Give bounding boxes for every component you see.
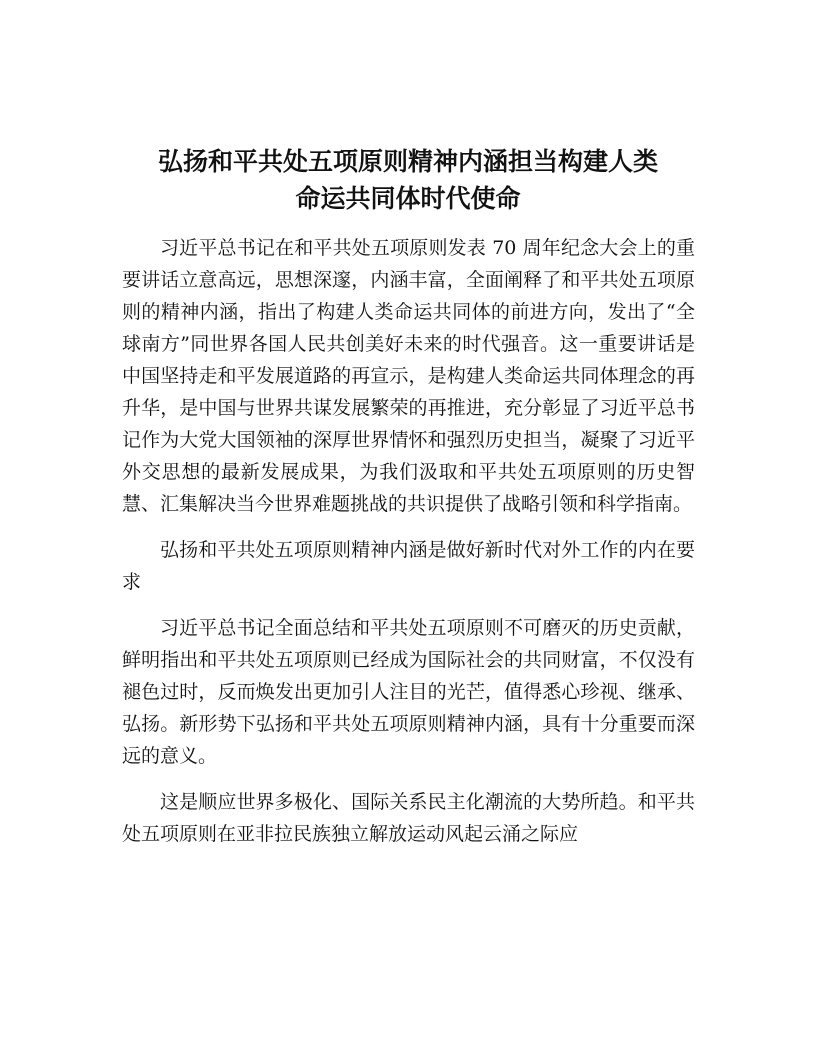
document-title bbox=[110, 143, 706, 217]
title-line-1: 弘扬和平共处五项原则精神内涵担当构建人类 bbox=[157, 147, 658, 176]
document-body bbox=[122, 232, 695, 864]
paragraph-trend: 这是顺应世界多极化、国际关系民主化潮流的大势所趋。和平共处五项原则在亚非拉民族独立解放运动风起云涌之际应 bbox=[122, 791, 695, 845]
paragraph-summary: 习近平总书记全面总结和平共处五项原则不可磨灭的历史贡献，鲜明指出和平共处五项原则已经成为国际社会的共同财富，不仅没有褪色过时，反而焕发出更加引人注目的光芒，值得悉心珍视、继承、弘扬。新形势下弘扬和平共处五项原则精神内涵，具有十分重要而深远的意义。 bbox=[122, 617, 695, 767]
title-line-2: 命运共同体时代使命 bbox=[295, 184, 521, 213]
paragraph-heading: 弘扬和平共处五项原则精神内涵是做好新时代对外工作的内在要求 bbox=[122, 539, 695, 593]
paragraph-intro: 习近平总书记在和平共处五项原则发表 70 周年纪念大会上的重要讲话立意高远，思想深邃，内涵丰富，全面阐释了和平共处五项原则的精神内涵，指出了构建人类命运共同体的前进方向，发出了“全球南方”同世界各国人民共创美好未来的时代强音。这一重要讲话是中国坚持走和平发展道路的再宣示，是构建人类命运共同体理念的再升华，是中国与世界共谋发展繁荣的再推进，充分彰显了习近平总书记作为大党大国领袖的深厚世界情怀和强烈历史担当，凝聚了习近平外交思想的最新发展成果，为我们汲取和平共处五项原则的历史智慧、汇集解决当今世界难题挑战的共识提供了战略引领和科学指南。 bbox=[122, 237, 695, 515]
